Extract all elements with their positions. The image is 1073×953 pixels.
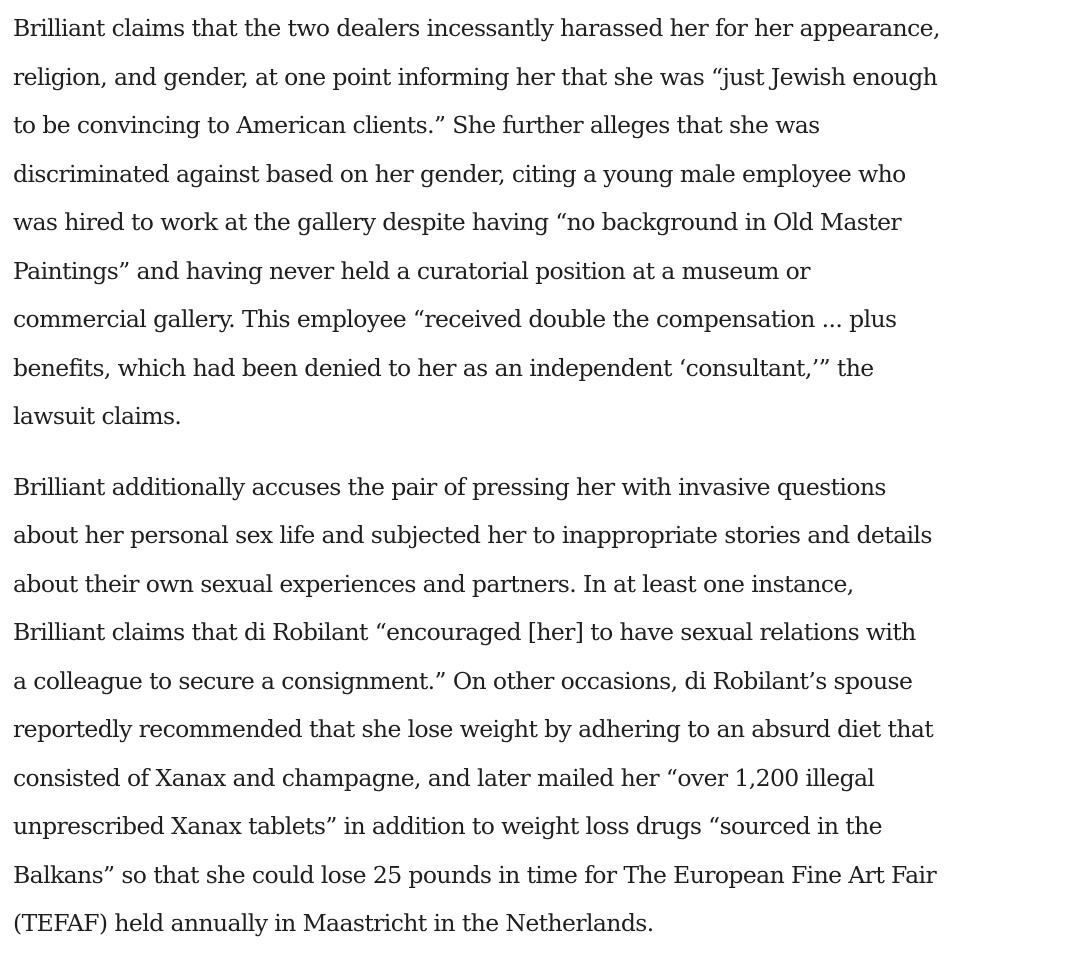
paragraph-line: about her personal sex life and subjected her to inappropriate stories and details bbox=[13, 521, 932, 549]
paragraph-line: reportedly recommended that she lose weight by adhering to an absurd diet that bbox=[13, 715, 934, 743]
paragraph-line: Brilliant additionally accuses the pair of pressing her with invasive questions bbox=[13, 472, 886, 501]
paragraph-line: unprescribed Xanax tablets” in addition to weight loss drugs “sourced in the bbox=[13, 812, 882, 840]
paragraph-line: discriminated against based on her gender, citing a young male employee who bbox=[13, 159, 906, 188]
paragraph-line: (TEFAF) held annually in Maastricht in the Netherlands. bbox=[13, 909, 654, 937]
paragraph-2 bbox=[13, 463, 1073, 948]
paragraph-line: religion, and gender, at one point informing her that she was “just Jewish enough bbox=[13, 62, 938, 91]
paragraph-line: commercial gallery. This employee “received double the compensation ... plus bbox=[13, 305, 897, 333]
paragraph-line: Brilliant claims that the two dealers incessantly harassed her for her appearance, bbox=[13, 14, 940, 42]
paragraph-line: to be convincing to American clients.” She further alleges that she was bbox=[13, 111, 820, 139]
paragraph-line: about their own sexual experiences and partners. In at least one instance, bbox=[13, 569, 854, 598]
article-body bbox=[0, 4, 1073, 953]
paragraph-line: a colleague to secure a consignment.” On other occasions, di Robilant’s spouse bbox=[13, 666, 913, 695]
paragraph-line: Balkans” so that she could lose 25 pounds in time for The European Fine Art Fair bbox=[13, 860, 937, 889]
paragraph-line: was hired to work at the gallery despite having “no background in Old Master bbox=[13, 208, 902, 236]
paragraph-1 bbox=[13, 4, 1073, 441]
paragraph-line: lawsuit claims. bbox=[13, 402, 182, 430]
paragraph-line: Brilliant claims that di Robilant “encouraged [her] to have sexual relations with bbox=[13, 618, 916, 646]
paragraph-line: Paintings” and having never held a curatorial position at a museum or bbox=[13, 256, 810, 285]
paragraph-line: benefits, which had been denied to her as an independent ‘consultant,’” the bbox=[13, 353, 874, 382]
paragraph-line: consisted of Xanax and champagne, and later mailed her “over 1,200 illegal bbox=[13, 763, 875, 792]
